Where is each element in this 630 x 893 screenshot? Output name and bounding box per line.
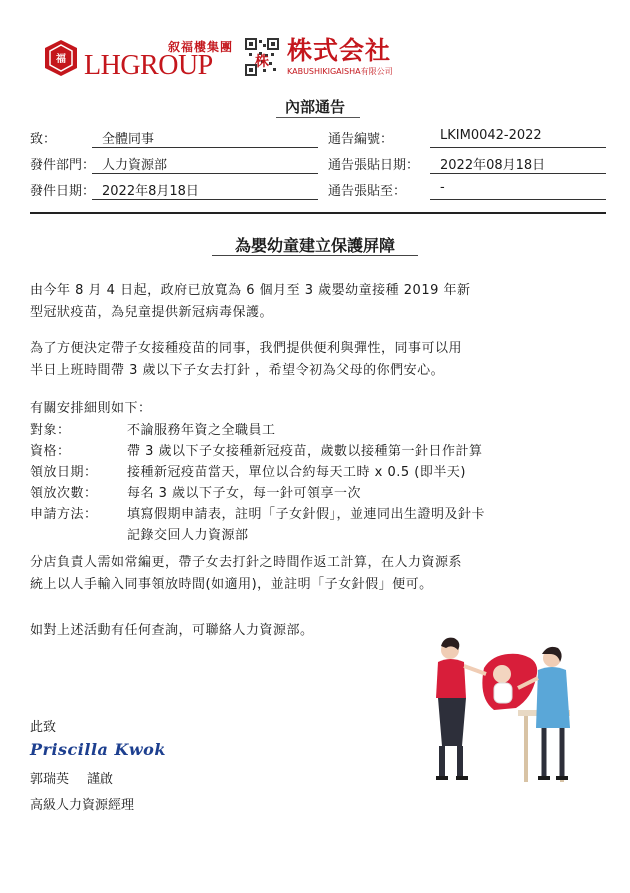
mother-pants <box>438 698 466 746</box>
info-row-3 <box>30 176 606 202</box>
baby-body <box>494 683 512 703</box>
lh-group-logo <box>42 38 234 81</box>
paragraph-2 <box>30 338 608 382</box>
to-value: 全體同事 <box>102 132 155 147</box>
mother-arm <box>464 666 486 674</box>
post-date-underline <box>430 173 606 174</box>
arrangement-value: 記錄交回人力資源部 <box>127 528 249 543</box>
paragraph-2-line-2: 半日上班時間帶 3 歲以下子女去打針 ，希望令初為父母的你們安心。 <box>30 363 445 378</box>
mother-top <box>436 659 466 698</box>
paragraph-4 <box>30 552 608 596</box>
kabushikigaisha-logo <box>245 36 415 80</box>
dept-label: 發件部門： <box>30 158 96 173</box>
arrangement-key: 對象： <box>30 423 71 438</box>
info-row-1 <box>30 124 606 150</box>
notice-title: 內部通告 <box>284 98 345 116</box>
issue-date-label: 發件日期： <box>30 184 96 199</box>
arrangement-row <box>30 483 608 504</box>
kb-english-name: KABUSHIKIGAISHA有限公司 <box>287 67 393 76</box>
paragraph-4-line-1: 分店負責人需如常編更，帶子女去打針之時間作返工計算，在人力資源系 <box>30 555 463 570</box>
svg-text:福: 福 <box>56 54 66 65</box>
arrangement-row <box>30 441 608 462</box>
paragraph-1-line-1: 由今年 8 月 4 日起，政府已放寬為 6 個月至 3 歲嬰幼童接種 2019 年新 <box>30 283 471 298</box>
title-underline <box>276 117 360 118</box>
post-until-value: - <box>440 180 445 195</box>
mother-legs <box>442 746 460 778</box>
arrangement-key: 領放日期： <box>30 465 98 480</box>
post-date-label: 通告張貼日期： <box>328 158 420 173</box>
svg-text:株: 株 <box>255 54 269 70</box>
arrangement-value: 填寫假期申請表，註明「子女針假」，並連同出生證明及針卡 <box>127 507 486 522</box>
notice-no-underline <box>430 147 606 148</box>
arrangements-section <box>30 398 608 546</box>
lh-english-name: LHGROUP <box>84 50 213 81</box>
to-label: 致： <box>30 132 57 147</box>
arrangement-value: 不論服務年資之全職員工 <box>127 423 276 438</box>
arrangement-value: 帶 3 歲以下子女接種新冠疫苗，歲數以接種第一針日作計算 <box>127 444 483 459</box>
info-row-2 <box>30 150 606 176</box>
arrangement-key: 申請方法： <box>30 507 98 522</box>
arrangement-key: 領放次數： <box>30 486 98 501</box>
signer-line <box>30 768 113 787</box>
header-divider <box>30 212 606 214</box>
table-leg <box>524 716 528 782</box>
arrangement-value: 接種新冠疫苗當天，單位以合約每天工時 x 0.5 (即半天) <box>127 465 466 480</box>
dept-underline <box>92 173 318 174</box>
paragraph-2-line-1: 為了方便決定帶子女接種疫苗的同事，我們提供便利與彈性，同事可以用 <box>30 341 463 356</box>
paragraph-1 <box>30 280 608 324</box>
arrangement-row <box>30 420 608 441</box>
notice-info-block <box>30 124 606 202</box>
kb-chinese-name: 株式会社 <box>287 36 392 65</box>
paragraph-1-line-2: 型冠狀疫苗，為兒童提供新冠病毒保護。 <box>30 305 274 320</box>
vaccination-illustration <box>424 628 600 788</box>
post-until-underline <box>430 199 606 200</box>
qr-code-icon <box>245 38 279 76</box>
arrangement-row <box>30 462 608 483</box>
post-date-value: 2022年08月18日 <box>440 158 546 173</box>
arrangements-intro: 有關安排細則如下： <box>30 401 152 416</box>
issue-date-underline <box>92 199 318 200</box>
to-underline <box>92 147 318 148</box>
arrangement-value: 每名 3 歲以下子女，每一針可領享一次 <box>127 486 362 501</box>
salutation: 此致 <box>30 720 57 735</box>
dept-value: 人力資源部 <box>102 158 168 173</box>
headline: 為嬰幼童建立保護屏障 <box>234 236 395 255</box>
notice-no-value: LKIM0042-2022 <box>440 128 542 143</box>
signature: Priscilla Kwok <box>30 740 166 759</box>
arrangement-key: 資格： <box>30 444 71 459</box>
nurse-legs <box>544 728 562 778</box>
lh-chinese-name: 叙福樓集團 <box>168 40 234 54</box>
letterhead <box>0 0 630 90</box>
paragraph-5-line-1: 如對上述活動有任何查詢，可聯絡人力資源部。 <box>30 623 314 638</box>
lh-emblem-icon <box>42 38 80 78</box>
headline-underline <box>212 255 418 256</box>
arrangement-row <box>30 504 608 525</box>
nurse-coat <box>536 667 570 728</box>
baby-head <box>493 665 511 683</box>
issue-date-value: 2022年8月18日 <box>102 184 199 199</box>
signer-title: 高級人力資源經理 <box>30 798 135 813</box>
signer-name: 郭瑞英 <box>30 772 70 787</box>
arrangement-row <box>30 525 608 546</box>
paragraph-4-line-2: 統上以人手輸入同事領放時間(如適用)，並註明「子女針假」便可。 <box>30 577 433 592</box>
signer-respect: 謹啟 <box>87 772 114 787</box>
notice-no-label: 通告編號： <box>328 132 394 147</box>
post-until-label: 通告張貼至： <box>328 184 407 199</box>
